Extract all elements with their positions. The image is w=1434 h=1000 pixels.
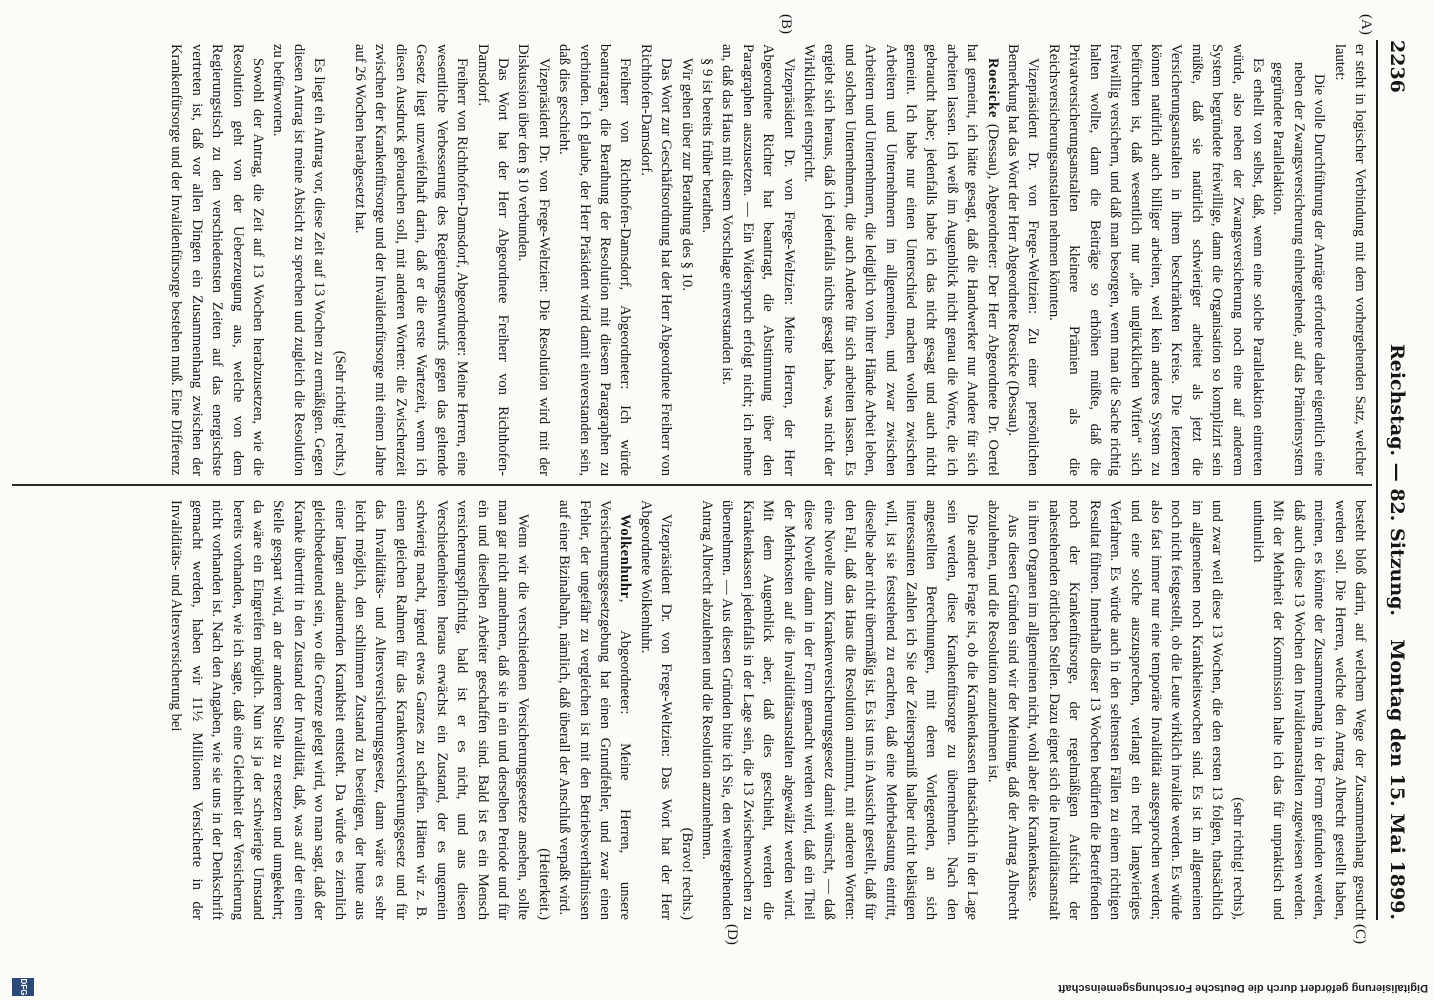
- paragraph: Die andere Frage ist, ob die Krankenkassen thatsächlich in der Lage sein werden, diese Krankenfürsorge zu übernehmen. Nach den angestellten Berechnungen, mit deren Vorlegenden, an sich interessanten Zahlen ich Sie der Zeitersparniß halber nicht belästigen will, ist sie feststehend zu erachten, daß eine Mehrbelastung eintritt, dieselbe aber nicht übermäßig ist. Es ist uns in Aussicht gestellt, daß für den Fall, daß das Haus die Resolution annimmt, mit anderen Worten: eine Novelle zum Krankenversicherungsgesetz damit wünscht, — daß diese Novelle dann in der Form gemacht werden wird, daß ein Theil der Mehrkosten auf die Invaliditätsanstalten abgewälzt werden wird. Mit dem Augenblick aber, daß dies geschieht, werden die Krankenkassen jedenfalls in der Lage sein, die 13 Zwischenwochen zu übernehmen. — Aus diesen Gründen bitte ich Sie, den weitergehenden Antrag Albrecht abzulehnen und die Resolution anzunehmen.: [699, 500, 981, 920]
- page-number: 2236: [1386, 40, 1408, 93]
- speaker-name: Wolkenhuhr: [617, 514, 634, 599]
- paragraph: und zwar weil diese 13 Wochen, die den ersten 13 folgen, thatsächlich im allgemeinen noch Krankheitswochen sind. Es ist im allgemeinen noch nicht festgestellt, ob die Leute wirklich invalide werden. Es würde also fast immer nur eine temporäre Invalidität ausgesprochen werden; und eine solche auszusprechen, verlangt ein recht langwieriges Verfahren. Es würde auch in den seltensten Fällen zu einem richtigen Resultat führen. Innerhalb dieser 13 Wochen bedürfen die Betreffenden noch der Krankenfürsorge, der regelmäßigen Aufsicht der nahestehenden örtlichen Stellen. Dazu eignet sich die Invaliditätsanstalt in ihren Organen im allgemeinen nicht, wohl aber die Krankenkasse.: [1025, 500, 1226, 920]
- paragraph: Freiherr von Richthofen-Damsdorf, Abgeordneter: Meine Herren, eine wesentliche Verbesserung des Regierungsentwurfs gegen das geltende Gesetz liegt unzweifelhaft darin, daß er die erste Wartezeit, wenn ich diesen Ausdruck gebrauchen soll, mit anderen Worten: die Zwischenzeit zwischen der Krankenfürsorge und der Invalidenfürsorge mit einem Jahre auf 26 Wochen herabgesetzt hat.: [352, 44, 471, 476]
- header-date: Montag den 15. Mai 1899.: [1386, 639, 1408, 920]
- paragraph: Wir gehen über zur Berathung des § 10.: [678, 58, 695, 291]
- paragraph: Das Wort hat der Herr Abgeordnete Freiherr von Richthofen-Damsdorf.: [474, 44, 511, 476]
- interjection: (Heiterkeit.): [535, 848, 552, 920]
- paragraph: Aus diesen Gründen sind wir der Meinung, daß der Antrag Albrecht abzulehnen, und die Resolution anzunehmen ist.: [984, 500, 1022, 920]
- paragraph: besteht bloß darin, auf welchem Wege der Zusammenhang gesucht werden soll. Die Herren, welche den Antrag Albrecht gestellt haben, meinen, es könnte der Zusammenhang in der Form gefunden werden, daß auch diese 13 Wochen den Invalidenanstalten zugewiesen werden. Mit der Mehrheit der Kommission halte ich das für unpraktisch und unthunlich: [1249, 500, 1368, 920]
- dfg-logo: DFG: [12, 978, 34, 996]
- header-title: Reichstag. — 82. Sitzung.: [1386, 343, 1408, 617]
- margin-mark-d: (D): [724, 924, 740, 945]
- header-rule: [1376, 40, 1378, 920]
- right-column: [10, 500, 1370, 920]
- column-divider: [12, 484, 1372, 486]
- interjection: (Bravo! rechts.): [678, 827, 695, 920]
- speech-text: (Dessau), Abgeordneter: Der Herr Abgeordnete Dr. Oertel hat gemeint, ich hätte gesagt, daß die Handwerker nur Andere für sich arbeiten lassen. Ich weiß im Augenblick nicht genau die Worte, die ich gebraucht habe; jedenfalls habe ich das nicht gesagt und auch nicht gemeint. Ich habe nur einen Unterschied machen wollen zwischen Arbeitern und Unternehmern im allgemeinen, und zwar zwischen Arbeitern und Unternehmern, die lediglich von ihrer Hände Arbeit leben, und solchen Unternehmern, die auch Andere für sich arbeiten lassen. Es ergiebt sich heraus, daß ich jedenfalls nichts gesagt habe, was nicht der Wirklichkeit entspricht.: [801, 44, 1001, 476]
- speaker-intro: Vizepräsident Dr. von Frege-Weltzien: Zu einer persönlichen Bemerkung hat das Wort der Herr Abgeordnete Roesicke (Dessau).: [1005, 44, 1042, 476]
- credit-text: Digitalisierung gefördert durch die Deutsche Forschungsgemeinschaft: [1058, 982, 1428, 994]
- paragraph: Das Wort zur Geschäftsordnung hat der Herr Abgeordnete Freiherr von Richthofen-Damsdorf.: [637, 44, 675, 476]
- paragraph: Vizepräsident Dr. von Frege-Weltzien: Das Wort hat der Herr Abgeordnete Wolkenhuhr.: [637, 500, 675, 920]
- quoted-text: Die volle Durchführung der Anträge erfordere daher eigentlich eine neben der Zwangsversicherung einhergehende, auf das Prämiensystem gegründete Parallelaktion.: [1270, 62, 1328, 476]
- left-column: [10, 44, 1370, 476]
- interjection: (Sehr richtig! rechts.): [331, 350, 348, 476]
- digitization-credit: [8, 980, 1428, 996]
- paragraph: Sowohl der Antrag, die Zeit auf 13 Wochen herabzusetzen, wie die Resolution geht von der Ueberzeugung aus, welche von dem Regierungstisch zu den verschiedensten Zeiten auf das energischste vertreten ist, daß vor allen Dingen ein Zusammenhang zwischen der Krankenfürsorge und der Invalidenfürsorge bestehen muß. Eine Differenz: [168, 44, 267, 476]
- paragraph: er steht in logischer Verbindung mit dem vorhergehenden Satz, welcher lautet:: [1331, 44, 1368, 476]
- margin-mark-c: (C): [1352, 924, 1368, 944]
- speech-wolkenhuhr: [554, 500, 636, 920]
- margin-mark-b: (B): [778, 14, 794, 34]
- margin-mark-a: (A): [1358, 14, 1374, 35]
- speaker-name: Roesicke: [984, 58, 1001, 118]
- running-header: [1380, 40, 1412, 920]
- paragraph: Es erhellt von selbst, daß, wenn eine solche Parallelaktion eintreten würde, also neben der Zwangsversicherung noch eine auf anderem System begründete freiwillige, dann die Organisation so komplizirt sein müßte, daß sie natürlich schwieriger arbeitet als jetzt die Versicherungsanstalten in ihrem beschränkten Kreise. Die letzteren können natürlich auch billiger arbeiten, weil kein anderes System zu befürchten ist, daß wesentlich nur „die unglücklichen Witfen“ sich freiwillig versichern, und daß man besorgen, wenn man die Sache richtig halten wollte, dann die Beiträge so erhöhen müßte, daß die Privatversicherungsanstalten kleinere Prämien als die Reichsversicherungsanstalten nehmen könnten.: [1045, 44, 1266, 476]
- paragraph: Wenn wir die verschiedenen Versicherungsgesetze ansehen, sollte man gar nicht annehmen, daß sie in ein und derselben Periode und für ein und dieselben Arbeiter geschaffen sind. Bald ist es ein Mensch versicherungspflichtig, bald ist er es nicht, und aus diesen Verschiedenheiten heraus erwächst ein Zustand, der es ungemein schwierig macht, irgend etwas Ganzes zu schaffen. Hätten wir z. B. einen gleichen Rahmen für das Krankenversicherungsgesetz und für das Invaliditäts- und Altersversicherungsgesetz, dann wäre es sehr leicht möglich, den schlimmen Zustand zu beseitigen, der heute aus einer langen andauernden Krankheit entsteht. Da würde es ziemlich gleichbedeutend sein, wo die Grenze gelegt wird, wo man sagt, daß der Kranke übertritt in den Zustand der Invalidität, daß, was auf der einen Stelle gespart wird, an der anderen Stelle zu ersetzen und umgekehrt; da wäre ein Eingreifen möglich. Nun ist ja der schwierige Umstand bereits vorhanden, wie ich sagte, daß eine Gleichheit der Versicherung nicht vorhanden ist. Nach den Angaben, wie sie uns in der Denkschrift gemacht werden, haben wir 11½ Millionen Versicherte in der Invaliditäts- und Altersversicherung bei: [168, 500, 532, 920]
- paragraph: Es liegt ein Antrag vor, diese Zeit auf 13 Wochen zu ermäßigen. Gegen diesen Antrag ist meine Absicht zu sprechen und zugleich die Resolution zu befürworten.: [270, 44, 328, 476]
- interjection: (sehr richtig! rechts),: [1229, 797, 1246, 920]
- speech-roesicke: [799, 44, 1003, 476]
- paragraph: Freiherr von Richthofen-Damsdorf, Abgeordneter: Ich würde beantragen, die Berathung der Resolution mit diesem Paragraphen zu verbinden. Ich glaube, der Herr Präsident wird damit einverstanden sein, daß dies geschieht.: [556, 44, 634, 476]
- paragraph: § 9 ist bereits früher berathen.: [699, 58, 715, 234]
- speech-text: , Abgeordneter: Meine Herren, unsere Versicherungsgesetzgebung hat einen Grundfehler, und zwar einen Fehler, der ungefähr zu vergleichen ist mit den Betriebsverhältnissen auf einer Bizinalbahn, nämlich, daß überall der Anschluß verpaßt wird.: [556, 500, 634, 920]
- paragraph: Vizepräsident Dr. von Frege-Weltzien: Die Resolution wird mit der Diskussion über den § 10 verbunden.: [515, 44, 552, 476]
- paragraph: Vizepräsident Dr. von Frege-Weltzien: Meine Herren, der Herr Abgeordnete Richter hat beantragt, die Abstimmung über den Paragraphen auszusetzen. — Ein Widerspruch erfolgt nicht; ich nehme an, daß das Haus mit diesem Vorschlage einverstanden ist.: [719, 44, 797, 476]
